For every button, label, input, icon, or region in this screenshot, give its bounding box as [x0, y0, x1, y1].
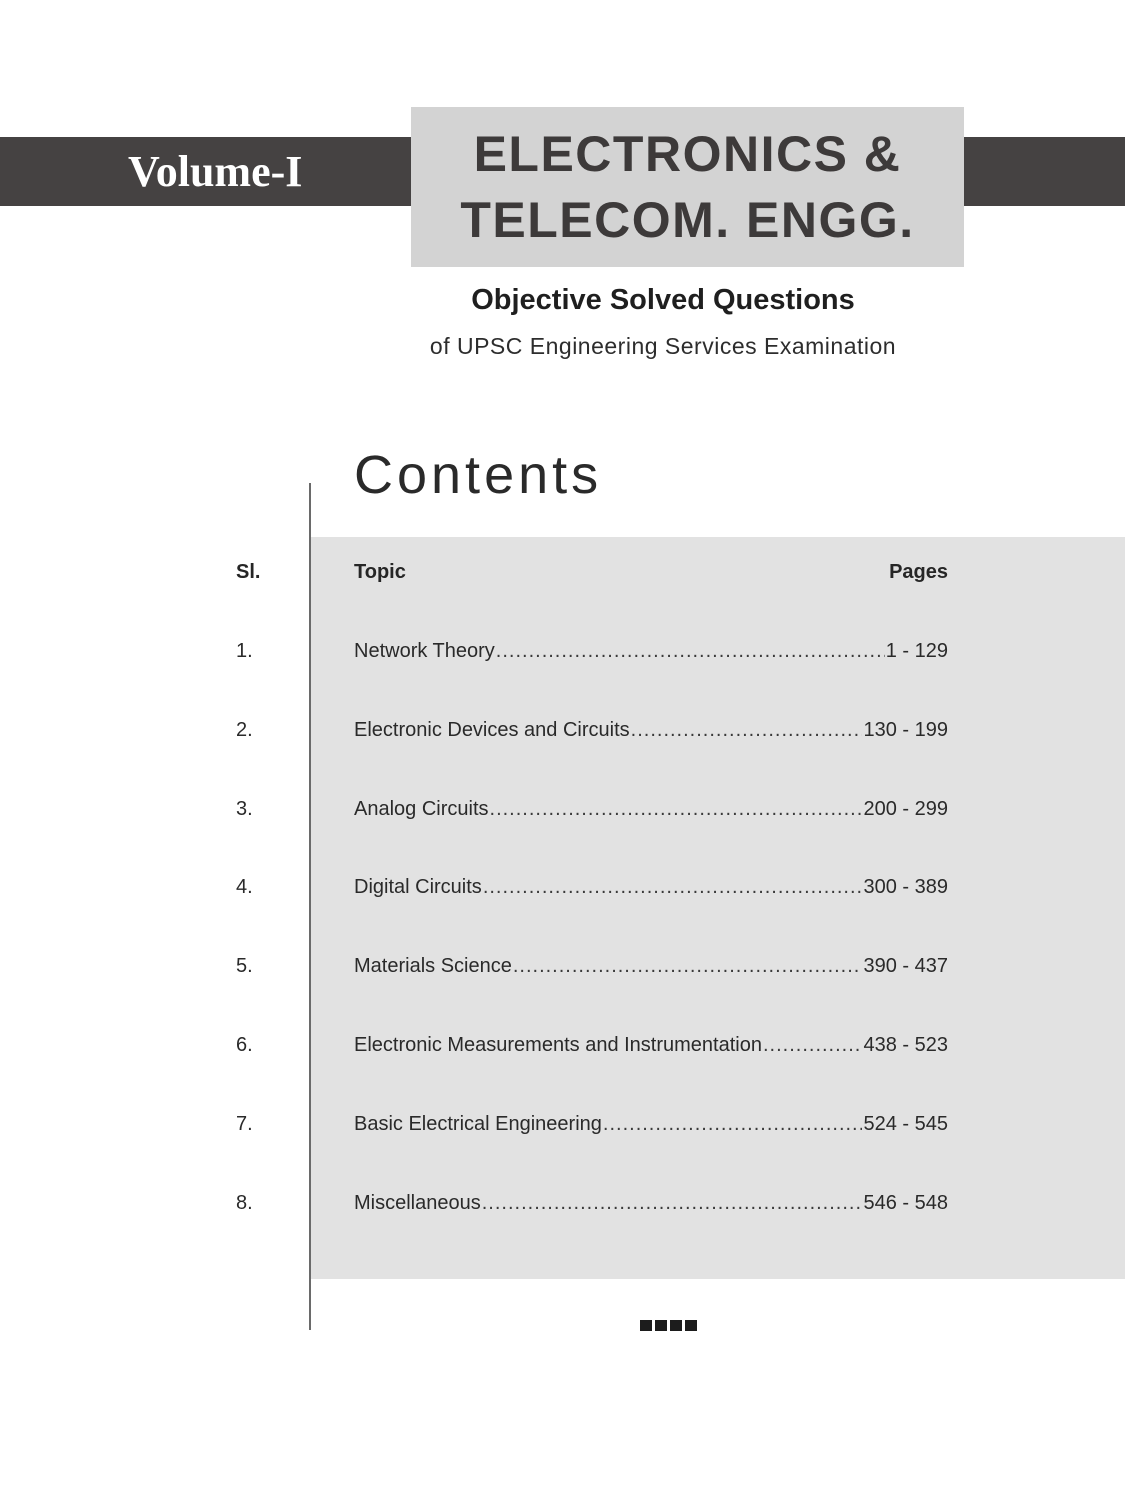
toc-entry: [354, 1192, 948, 1215]
dot-leader: [496, 640, 885, 663]
toc-pages: 200 - 299: [863, 798, 948, 820]
toc-pages: 300 - 389: [863, 876, 948, 898]
toc-row: [0, 640, 1125, 670]
dot-leader: [483, 876, 863, 899]
toc-topic: Electronic Devices and Circuits: [354, 719, 630, 741]
toc-topic: Electronic Measurements and Instrumentation: [354, 1034, 762, 1056]
toc-pages: 546 - 548: [863, 1192, 948, 1214]
toc-row: [0, 1034, 1125, 1064]
toc-entry: [354, 719, 948, 742]
toc-topic: Materials Science: [354, 955, 512, 977]
title-line-2: TELECOM. ENGG.: [460, 192, 915, 248]
toc-entry: [354, 640, 948, 663]
contents-heading: Contents: [354, 445, 603, 505]
toc-row: [0, 719, 1125, 749]
volume-label: Volume-I: [128, 147, 303, 196]
title-line-1: ELECTRONICS &: [473, 126, 902, 182]
toc-topic: Basic Electrical Engineering: [354, 1113, 602, 1135]
dot-leader: [490, 798, 863, 821]
toc-row: [0, 876, 1125, 906]
dot-leader: [763, 1034, 863, 1057]
dot-leader: [513, 955, 863, 978]
toc-entry: [354, 1034, 948, 1057]
square-icon: [685, 1320, 697, 1331]
toc-number: 2.: [236, 719, 253, 741]
toc-pages: 130 - 199: [863, 719, 948, 741]
toc-pages: 390 - 437: [863, 955, 948, 977]
toc-topic: Digital Circuits: [354, 876, 482, 898]
toc-pages: 524 - 545: [863, 1113, 948, 1135]
toc-topic: Network Theory: [354, 640, 495, 662]
toc-entry: [354, 1113, 948, 1136]
toc-number: 6.: [236, 1034, 253, 1056]
column-header-topic: Topic: [354, 561, 406, 583]
subtitle-exam: of UPSC Engineering Services Examination: [429, 333, 897, 359]
toc-number: 7.: [236, 1113, 253, 1135]
toc-row: [0, 798, 1125, 828]
column-header-sl: Sl.: [236, 561, 261, 583]
dot-leader: [482, 1192, 863, 1215]
title-box: [411, 107, 964, 267]
toc-number: 5.: [236, 955, 253, 977]
toc-number: 4.: [236, 876, 253, 898]
toc-row: [0, 955, 1125, 985]
toc-entry: [354, 955, 948, 978]
column-header-pages: Pages: [889, 561, 948, 583]
toc-row: [0, 1192, 1125, 1222]
toc-pages: 438 - 523: [863, 1034, 948, 1056]
toc-number: 3.: [236, 798, 253, 820]
square-icon: [655, 1320, 667, 1331]
square-icon: [670, 1320, 682, 1331]
toc-number: 1.: [236, 640, 253, 662]
toc-topic: Analog Circuits: [354, 798, 489, 820]
dot-leader: [603, 1113, 863, 1136]
toc-pages: 1 - 129: [885, 640, 948, 662]
square-icon: [640, 1320, 652, 1331]
dot-leader: [631, 719, 863, 742]
end-mark-squares: [640, 1320, 697, 1331]
toc-row: [0, 1113, 1125, 1143]
toc-entry: [354, 876, 948, 899]
toc-topic: Miscellaneous: [354, 1192, 481, 1214]
subtitle: Objective Solved Questions: [471, 284, 855, 316]
toc-number: 8.: [236, 1192, 253, 1214]
toc-entry: [354, 798, 948, 821]
